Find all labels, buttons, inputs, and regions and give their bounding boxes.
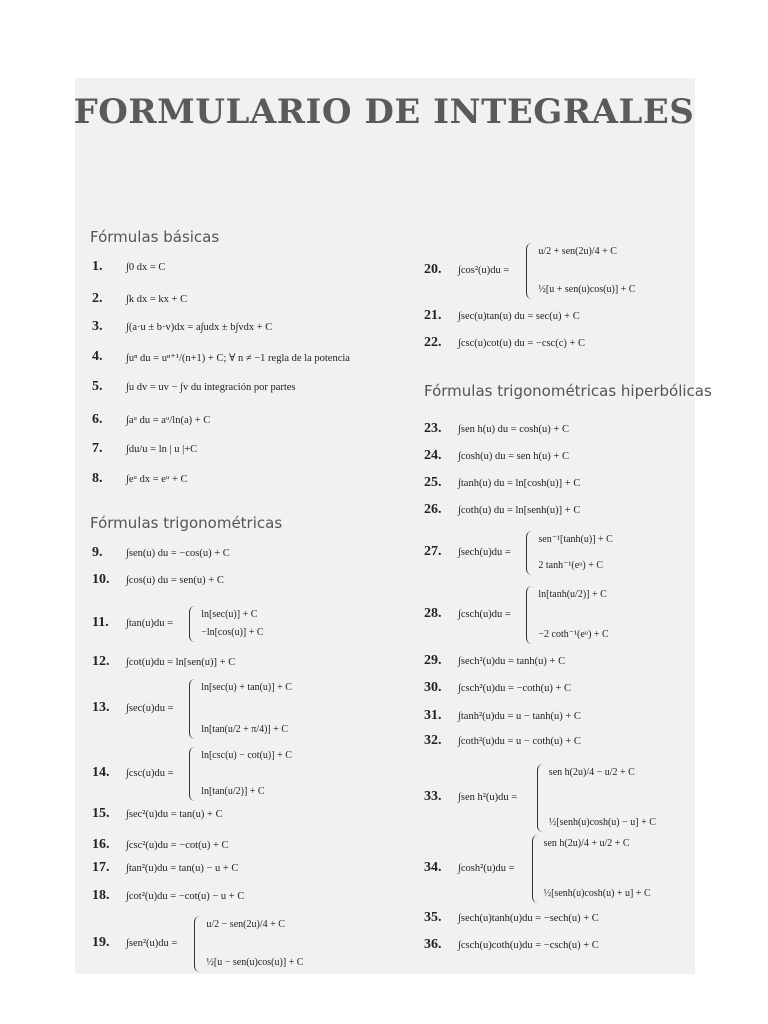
formula-cases	[201, 683, 292, 735]
formula-expression: ∫sech²(u)du = tanh(u) + C	[458, 656, 566, 667]
case-brace	[532, 835, 539, 903]
formula-expression: ∫uⁿ du = uⁿ⁺¹/(n+1) + C; ∀ n ≠ −1 regla de la potencia	[126, 353, 350, 364]
formula-expression: ∫csc(u)du =	[126, 768, 174, 779]
case-line: ln[tanh(u/2)] + C	[538, 589, 607, 600]
formula-cases	[201, 610, 263, 638]
formula-expression: ∫cos²(u)du =	[458, 265, 510, 276]
case-brace	[194, 916, 201, 972]
case-line: u/2 + sen(2u)/4 + C	[538, 246, 617, 257]
formula-expression: ∫0 dx = C	[126, 262, 166, 273]
formula-number: 14.	[92, 765, 110, 780]
formula-expression: ∫sech(u)du =	[458, 547, 511, 558]
formula-number: 7.	[92, 441, 103, 456]
formula-expression: ∫csc(u)cot(u) du = −csc(c) + C	[458, 338, 586, 349]
formula-expression: ∫aᵘ du = aᵘ/ln(a) + C	[126, 415, 211, 426]
formula-expression: ∫sen h²(u)du =	[458, 792, 518, 803]
formula-expression: ∫csc²(u)du = −cot(u) + C	[126, 840, 229, 851]
formula-expression: ∫tan(u)du =	[126, 618, 173, 629]
formula-cases	[206, 920, 303, 968]
formula-number: 36.	[424, 937, 442, 952]
formula-number: 31.	[424, 708, 442, 723]
formula-number: 13.	[92, 700, 110, 715]
case-line: 2 tanh⁻¹(eᵘ) + C	[538, 560, 604, 571]
formula-expression: ∫sec(u)du =	[126, 703, 174, 714]
formula-number: 11.	[92, 615, 109, 630]
case-line: ln[sec(u) + tan(u)] + C	[201, 682, 292, 693]
case-line: −2 coth⁻¹(eᵘ) + C	[538, 629, 609, 640]
case-line: ½[u + sen(u)cos(u)] + C	[538, 284, 636, 295]
case-brace	[526, 586, 533, 644]
formula-expression: ∫csch(u)du =	[458, 609, 511, 620]
formula-number: 4.	[92, 349, 103, 364]
formula-expression: ∫k dx = kx + C	[126, 294, 188, 305]
formula-number: 16.	[92, 837, 110, 852]
formula-number: 25.	[424, 475, 442, 490]
case-line: sen h(2u)/4 − u/2 + C	[548, 767, 635, 778]
formula-number: 34.	[424, 860, 442, 875]
formula-number: 27.	[424, 544, 442, 559]
formula-expression: ∫sen²(u)du =	[126, 938, 178, 949]
formula-expression: ∫cosh²(u)du =	[458, 863, 515, 874]
formula-expression: ∫cot(u)du = ln[sen(u)] + C	[126, 657, 236, 668]
formula-expression: ∫sen(u) du = −cos(u) + C	[126, 548, 230, 559]
formula-number: 2.	[92, 291, 103, 306]
case-line: ½[u − sen(u)cos(u)] + C	[206, 957, 304, 968]
formula-expression: ∫u dv = uv − ∫v du integración por partes	[126, 382, 296, 393]
formula-number: 15.	[92, 806, 110, 821]
formula-cases	[549, 768, 656, 828]
case-brace	[537, 764, 544, 832]
formula-expression: ∫coth(u) du = ln[senh(u)] + C	[458, 505, 581, 516]
case-brace	[526, 243, 533, 299]
formula-expression: ∫csch(u)coth(u)du = −csch(u) + C	[458, 940, 599, 951]
formula-number: 23.	[424, 421, 442, 436]
section-hyperbolic-formulas: Fórmulas trigonométricas hiperbólicas	[424, 382, 712, 400]
formula-number: 3.	[92, 319, 103, 334]
formula-number: 10.	[92, 572, 110, 587]
formula-expression: ∫sen h(u) du = cosh(u) + C	[458, 424, 569, 435]
formula-number: 12.	[92, 654, 110, 669]
formula-number: 28.	[424, 606, 442, 621]
formula-expression: ∫csch²(u)du = −coth(u) + C	[458, 683, 572, 694]
case-line: sen h(2u)/4 + u/2 + C	[543, 838, 630, 849]
formula-number: 9.	[92, 545, 103, 560]
formula-expression: ∫tanh(u) du = ln[cosh(u)] + C	[458, 478, 581, 489]
case-brace	[526, 531, 533, 575]
formula-number: 35.	[424, 910, 442, 925]
formula-cases	[544, 839, 651, 899]
formula-cases	[201, 751, 292, 797]
section-basic-formulas: Fórmulas básicas	[90, 228, 220, 246]
formula-expression: ∫cos(u) du = sen(u) + C	[126, 575, 224, 586]
formula-number: 5.	[92, 379, 103, 394]
case-brace	[189, 679, 196, 739]
formula-number: 29.	[424, 653, 442, 668]
formula-number: 22.	[424, 335, 442, 350]
formula-expression: ∫eᵘ dx = eᵘ + C	[126, 474, 188, 485]
formula-number: 8.	[92, 471, 103, 486]
formula-number: 20.	[424, 262, 442, 277]
formula-number: 1.	[92, 259, 103, 274]
formula-cases	[538, 535, 612, 571]
formula-cases	[538, 590, 608, 640]
formula-expression: ∫sec(u)tan(u) du = sec(u) + C	[458, 311, 580, 322]
formula-number: 26.	[424, 502, 442, 517]
formula-number: 33.	[424, 789, 442, 804]
case-line: ½[senh(u)cosh(u) − u] + C	[548, 817, 656, 828]
formula-expression: ∫tan²(u)du = tan(u) − u + C	[126, 863, 239, 874]
formula-number: 21.	[424, 308, 442, 323]
case-line: ln[tan(u/2 + π/4)] + C	[201, 724, 289, 735]
case-line: ½[senh(u)cosh(u) + u] + C	[543, 888, 651, 899]
case-line: ln[tan(u/2)] + C	[201, 786, 265, 797]
formula-expression: ∫sech(u)tanh(u)du = −sech(u) + C	[458, 913, 599, 924]
formula-expression: ∫tanh²(u)du = u − tanh(u) + C	[458, 711, 581, 722]
formula-number: 32.	[424, 733, 442, 748]
formula-expression: ∫cosh(u) du = sen h(u) + C	[458, 451, 569, 462]
formula-number: 6.	[92, 412, 103, 427]
formula-cases	[538, 247, 635, 295]
formula-expression: ∫sec²(u)du = tan(u) + C	[126, 809, 223, 820]
formula-expression: ∫(a·u ± b·v)dx = a∫udx ± b∫vdx + C	[126, 322, 273, 333]
formula-number: 30.	[424, 680, 442, 695]
case-line: −ln[cos(u)] + C	[201, 627, 264, 638]
formula-number: 17.	[92, 860, 110, 875]
formula-expression: ∫cot²(u)du = −cot(u) − u + C	[126, 891, 245, 902]
formula-number: 18.	[92, 888, 110, 903]
section-trig-formulas: Fórmulas trigonométricas	[90, 514, 283, 532]
case-line: sen⁻¹[tanh(u)] + C	[538, 534, 613, 545]
page-title: FORMULARIO DE INTEGRALES	[73, 92, 695, 132]
formula-expression: ∫du/u = ln | u |+C	[126, 444, 198, 455]
formula-number: 24.	[424, 448, 442, 463]
case-line: ln[sec(u)] + C	[201, 609, 258, 620]
formula-expression: ∫coth²(u)du = u − coth(u) + C	[458, 736, 581, 747]
formula-number: 19.	[92, 935, 110, 950]
case-line: u/2 − sen(2u)/4 + C	[206, 919, 285, 930]
case-line: ln[csc(u) − cot(u)] + C	[201, 750, 292, 761]
case-brace	[189, 747, 196, 801]
case-brace	[189, 606, 196, 642]
